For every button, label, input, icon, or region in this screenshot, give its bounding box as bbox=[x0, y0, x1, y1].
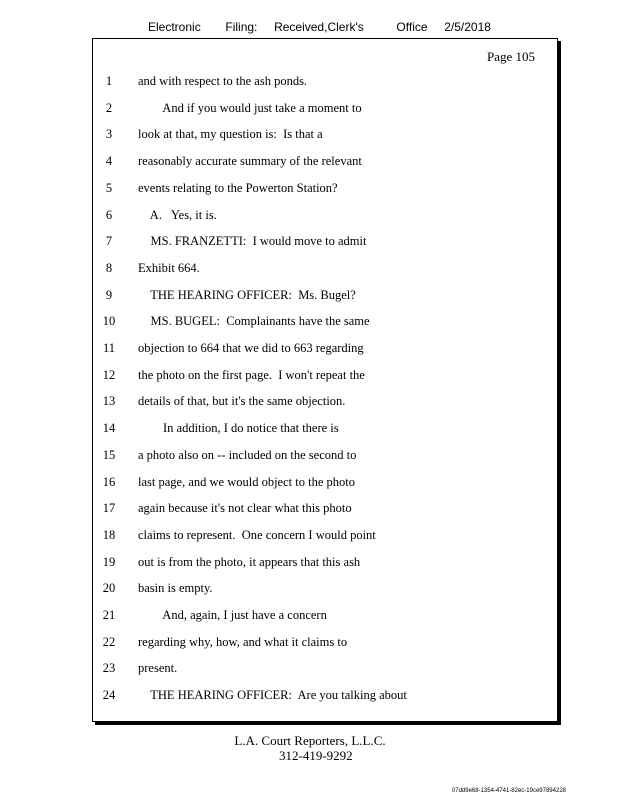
line-number: 10 bbox=[102, 314, 116, 328]
line-number: 18 bbox=[102, 528, 116, 542]
transcript-line: present. bbox=[138, 661, 178, 675]
line-number: 12 bbox=[102, 368, 116, 382]
line-number: 13 bbox=[102, 394, 116, 408]
line-number: 4 bbox=[105, 154, 113, 168]
line-number: 6 bbox=[105, 208, 113, 222]
line-number: 7 bbox=[105, 234, 113, 248]
line-number: 16 bbox=[102, 475, 116, 489]
filing-office: Office bbox=[396, 20, 428, 34]
line-number: 24 bbox=[102, 688, 116, 702]
line-number: 17 bbox=[102, 501, 116, 515]
transcript-line: A. Yes, it is. bbox=[138, 208, 217, 222]
transcript-line: THE HEARING OFFICER: Are you talking about bbox=[138, 688, 407, 702]
line-number: 11 bbox=[102, 341, 116, 355]
line-number: 1 bbox=[105, 74, 113, 88]
transcript-line: events relating to the Powerton Station? bbox=[138, 181, 338, 195]
line-number: 5 bbox=[105, 181, 113, 195]
line-number: 19 bbox=[102, 555, 116, 569]
transcript-line: last page, and we would object to the photo bbox=[138, 475, 355, 489]
transcript-line: Exhibit 664. bbox=[138, 261, 200, 275]
page-number: Page 105 bbox=[486, 49, 535, 64]
line-number: 22 bbox=[102, 635, 116, 649]
line-number: 14 bbox=[102, 421, 116, 435]
transcript-line: And, again, I just have a concern bbox=[138, 608, 327, 622]
transcript-line: claims to represent. One concern I would point bbox=[138, 528, 376, 542]
transcript-line: out is from the photo, it appears that this ash bbox=[138, 555, 361, 569]
transcript-line: the photo on the first page. I won't repeat the bbox=[138, 368, 365, 382]
transcript-line: MS. BUGEL: Complainants have the same bbox=[138, 314, 370, 328]
footer-company bbox=[0, 733, 618, 749]
transcript-line: MS. FRANZETTI: I would move to admit bbox=[138, 234, 367, 248]
filing-stamp bbox=[148, 20, 491, 34]
line-number: 3 bbox=[105, 127, 113, 141]
transcript-line: basin is empty. bbox=[138, 581, 213, 595]
transcript-line: And if you would just take a moment to bbox=[138, 101, 362, 115]
line-number: 15 bbox=[102, 448, 116, 462]
reporter-phone: 312-419-9292 bbox=[279, 748, 353, 763]
transcript-line: look at that, my question is: Is that a bbox=[138, 127, 323, 141]
transcript-line: and with respect to the ash ponds. bbox=[138, 74, 308, 88]
transcript-line: a photo also on -- included on the second to bbox=[138, 448, 357, 462]
line-number: 9 bbox=[105, 288, 113, 302]
transcript-line: objection to 664 that we did to 663 regarding bbox=[138, 341, 364, 355]
transcript-line: reasonably accurate summary of the relevant bbox=[138, 154, 362, 168]
reporter-name: L.A. Court Reporters, L.L.C. bbox=[234, 733, 386, 748]
transcript-line: details of that, but it's the same objection. bbox=[138, 394, 346, 408]
line-number: 8 bbox=[105, 261, 113, 275]
transcript-line: regarding why, how, and what it claims to bbox=[138, 635, 348, 649]
document-id: 07dd9e68-1354-4741-82ec-19ce97894228 bbox=[451, 788, 566, 794]
line-number: 2 bbox=[105, 101, 113, 115]
filing-date: 2/5/2018 bbox=[444, 20, 491, 34]
line-number: 21 bbox=[102, 608, 116, 622]
line-number: 23 bbox=[102, 661, 116, 675]
transcript-line: THE HEARING OFFICER: Ms. Bugel? bbox=[138, 288, 356, 302]
filing-received: Received,Clerk's bbox=[274, 20, 364, 34]
line-number: 20 bbox=[102, 581, 116, 595]
filing-filing: Filing: bbox=[225, 20, 258, 34]
filing-electronic: Electronic bbox=[148, 20, 201, 34]
transcript-line: again because it's not clear what this photo bbox=[138, 501, 352, 515]
transcript-line: In addition, I do notice that there is bbox=[138, 421, 339, 435]
